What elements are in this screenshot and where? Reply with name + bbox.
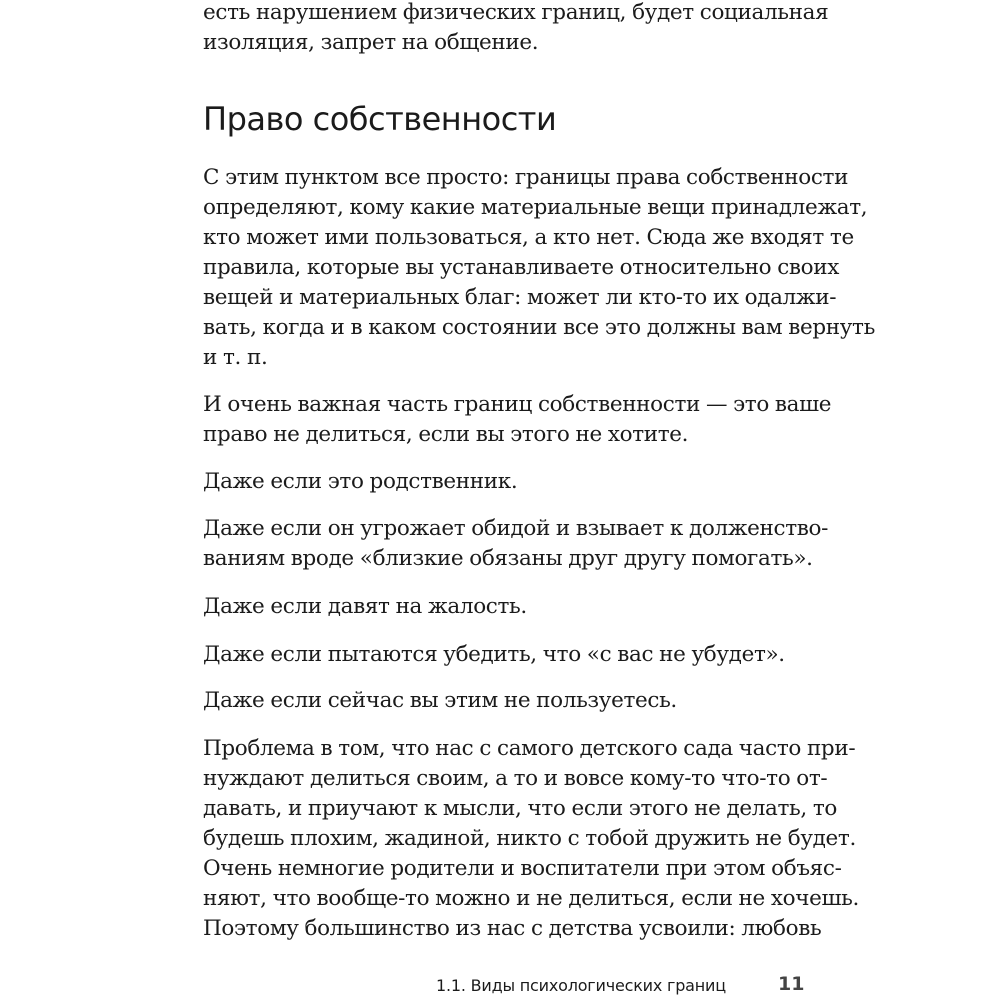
text-line: будешь плохим, жадиной, никто с тобой дружить не будет. — [203, 826, 856, 851]
text-line: ваниям вроде «близкие обязаны друг другу помогать». — [203, 546, 813, 571]
text-line: С этим пунктом все просто: границы права собственности — [203, 165, 849, 190]
section-heading: Право собственности — [203, 100, 557, 138]
text-line: Даже если сейчас вы этим не пользуетесь. — [203, 688, 677, 713]
paragraph-7 — [203, 686, 799, 716]
text-line: вещей и материальных благ: может ли кто-то их одалжи- — [203, 285, 837, 310]
paragraph-8 — [203, 734, 859, 944]
text-line: няют, что вообще-то можно и не делиться, если не хочешь. — [203, 886, 859, 911]
text-line: И очень важная часть границ собственности — это ваше — [203, 392, 832, 417]
text-line: Даже если он угрожает обидой и взывает к долженство- — [203, 516, 829, 541]
text-line: есть нарушением физических границ, будет социальная — [203, 0, 829, 25]
page-number: 11 — [778, 973, 805, 995]
paragraph-4 — [203, 514, 829, 574]
text-line: и т. п. — [203, 345, 268, 370]
text-line: вать, когда и в каком состоянии все это должны вам вернуть — [203, 315, 875, 340]
text-line: Поэтому большинство из нас с детства усвоили: любовь — [203, 916, 822, 941]
text-line: кто может ими пользоваться, а кто нет. Сюда же входят те — [203, 225, 854, 250]
paragraph-1 — [203, 163, 875, 373]
paragraph-5 — [203, 592, 799, 622]
paragraph-6 — [203, 640, 799, 670]
page-footer — [0, 973, 1000, 1003]
text-line: Даже если пытаются убедить, что «с вас не убудет». — [203, 642, 785, 667]
text-line: Проблема в том, что нас с самого детского сада часто при- — [203, 736, 856, 761]
book-page — [203, 0, 875, 1000]
text-line: Даже если давят на жалость. — [203, 594, 527, 619]
text-line: определяют, кому какие материальные вещи принадлежат, — [203, 195, 868, 220]
text-line: изоляция, запрет на общение. — [203, 30, 539, 55]
running-footer-section: 1.1. Виды психологических границ — [436, 976, 726, 995]
text-line: правила, которые вы устанавливаете относительно своих — [203, 255, 840, 280]
text-line: право не делиться, если вы этого не хотите. — [203, 422, 689, 447]
text-line: нуждают делиться своим, а то и вовсе кому-то что-то от- — [203, 766, 828, 791]
text-line: давать, и приучают к мысли, что если этого не делать, то — [203, 796, 837, 821]
text-line: Очень немногие родители и воспитатели при этом объяс- — [203, 856, 842, 881]
paragraph-2 — [203, 390, 832, 450]
text-line: Даже если это родственник. — [203, 469, 518, 494]
intro-paragraph — [203, 0, 829, 58]
paragraph-3 — [203, 467, 799, 497]
